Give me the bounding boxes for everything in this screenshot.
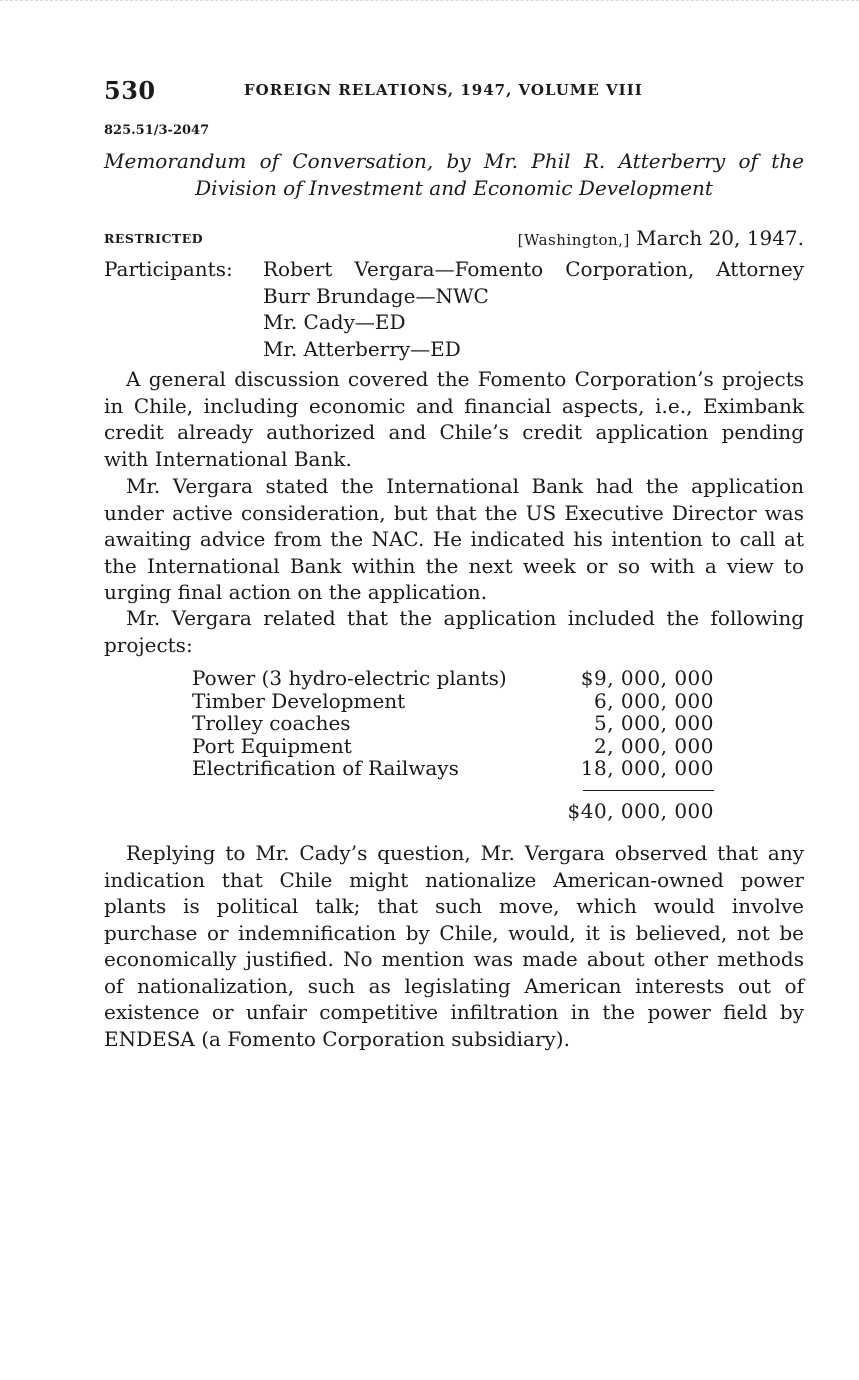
participants-label: Participants: <box>104 257 233 281</box>
document-title-line-2: Division of Investment and Economic Development <box>195 176 713 200</box>
paragraph-text: Mr. Vergara stated the International Bank had the application under active consideration, but that the US Executive Director was awaiting advice from the NAC. He indicated his intention to call at the International Bank within the next week or so with a view to urging final action on the application. <box>104 474 804 604</box>
classification-label: RESTRICTED <box>104 231 204 246</box>
project-amount: 5, 000, 000 <box>593 711 714 735</box>
running-title: FOREIGN RELATIONS, 1947, VOLUME VIII <box>244 81 643 99</box>
project-amount: 2, 000, 000 <box>593 733 714 758</box>
paragraph-application-status <box>104 473 804 606</box>
dateline <box>518 226 804 250</box>
top-edge-rule <box>0 0 859 4</box>
document-title <box>104 148 804 202</box>
table-row <box>192 690 714 713</box>
participant-item: Burr Brundage—NWC <box>263 283 489 308</box>
paragraph-text: Mr. Vergara related that the application included the following projects: <box>104 606 804 657</box>
page-number: 530 <box>104 76 156 105</box>
table-row <box>192 735 714 758</box>
project-amount: $9, 000, 000 <box>580 666 714 690</box>
dateline-date: March 20, 1947. <box>636 226 804 250</box>
participant-item: Mr. Atterberry—ED <box>263 336 461 361</box>
total-rule <box>583 790 714 791</box>
paragraph-text: A general discussion covered the Fomento Corporation’s projects in Chile, including economic and financial aspects, i.e., Eximbank credit already authorized and Chile’s credit application pending with International Bank. <box>104 367 804 471</box>
dateline-place: [Washington,] <box>517 231 630 249</box>
participant-item: Mr. Cady—ED <box>263 310 406 334</box>
paragraph-projects-intro <box>104 605 804 658</box>
project-name: Power (3 hydro-electric plants) <box>192 666 507 690</box>
document-title-line-1: Memorandum of Conversation, by Mr. Phil R. Atterberry of the <box>104 149 804 173</box>
project-amount: 6, 000, 000 <box>593 688 714 713</box>
paragraph-nationalization <box>104 840 804 1052</box>
paragraph-general-discussion <box>104 366 804 472</box>
project-name: Electrification of Railways <box>192 756 459 780</box>
project-name: Timber Development <box>192 688 406 713</box>
participants-list <box>263 256 804 362</box>
running-head <box>104 76 804 106</box>
project-amount: 18, 000, 000 <box>580 756 714 780</box>
paragraph-text: Replying to Mr. Cady’s question, Mr. Vergara observed that any indication that Chile might nationalize American-owned power plants is political talk; that such move, which would involve purchase or indemnification by Chile, would, it is believed, not be economically justified. No mention was made about other methods of nationalization, such as legislating American interests out of existence or unfair competitive infiltration in the power field by ENDESA (a Fomento Corporation subsidiary). <box>104 841 804 1051</box>
participant-item: Robert Vergara—Fomento Corporation, Attorney <box>263 257 804 281</box>
projects-table <box>192 666 714 823</box>
table-row <box>192 667 714 690</box>
table-row <box>192 757 714 780</box>
table-row <box>192 712 714 735</box>
project-name: Trolley coaches <box>192 711 351 735</box>
projects-total: $40, 000, 000 <box>567 799 714 823</box>
file-number: 825.51/3-2047 <box>104 123 210 138</box>
project-name: Port Equipment <box>192 733 352 758</box>
